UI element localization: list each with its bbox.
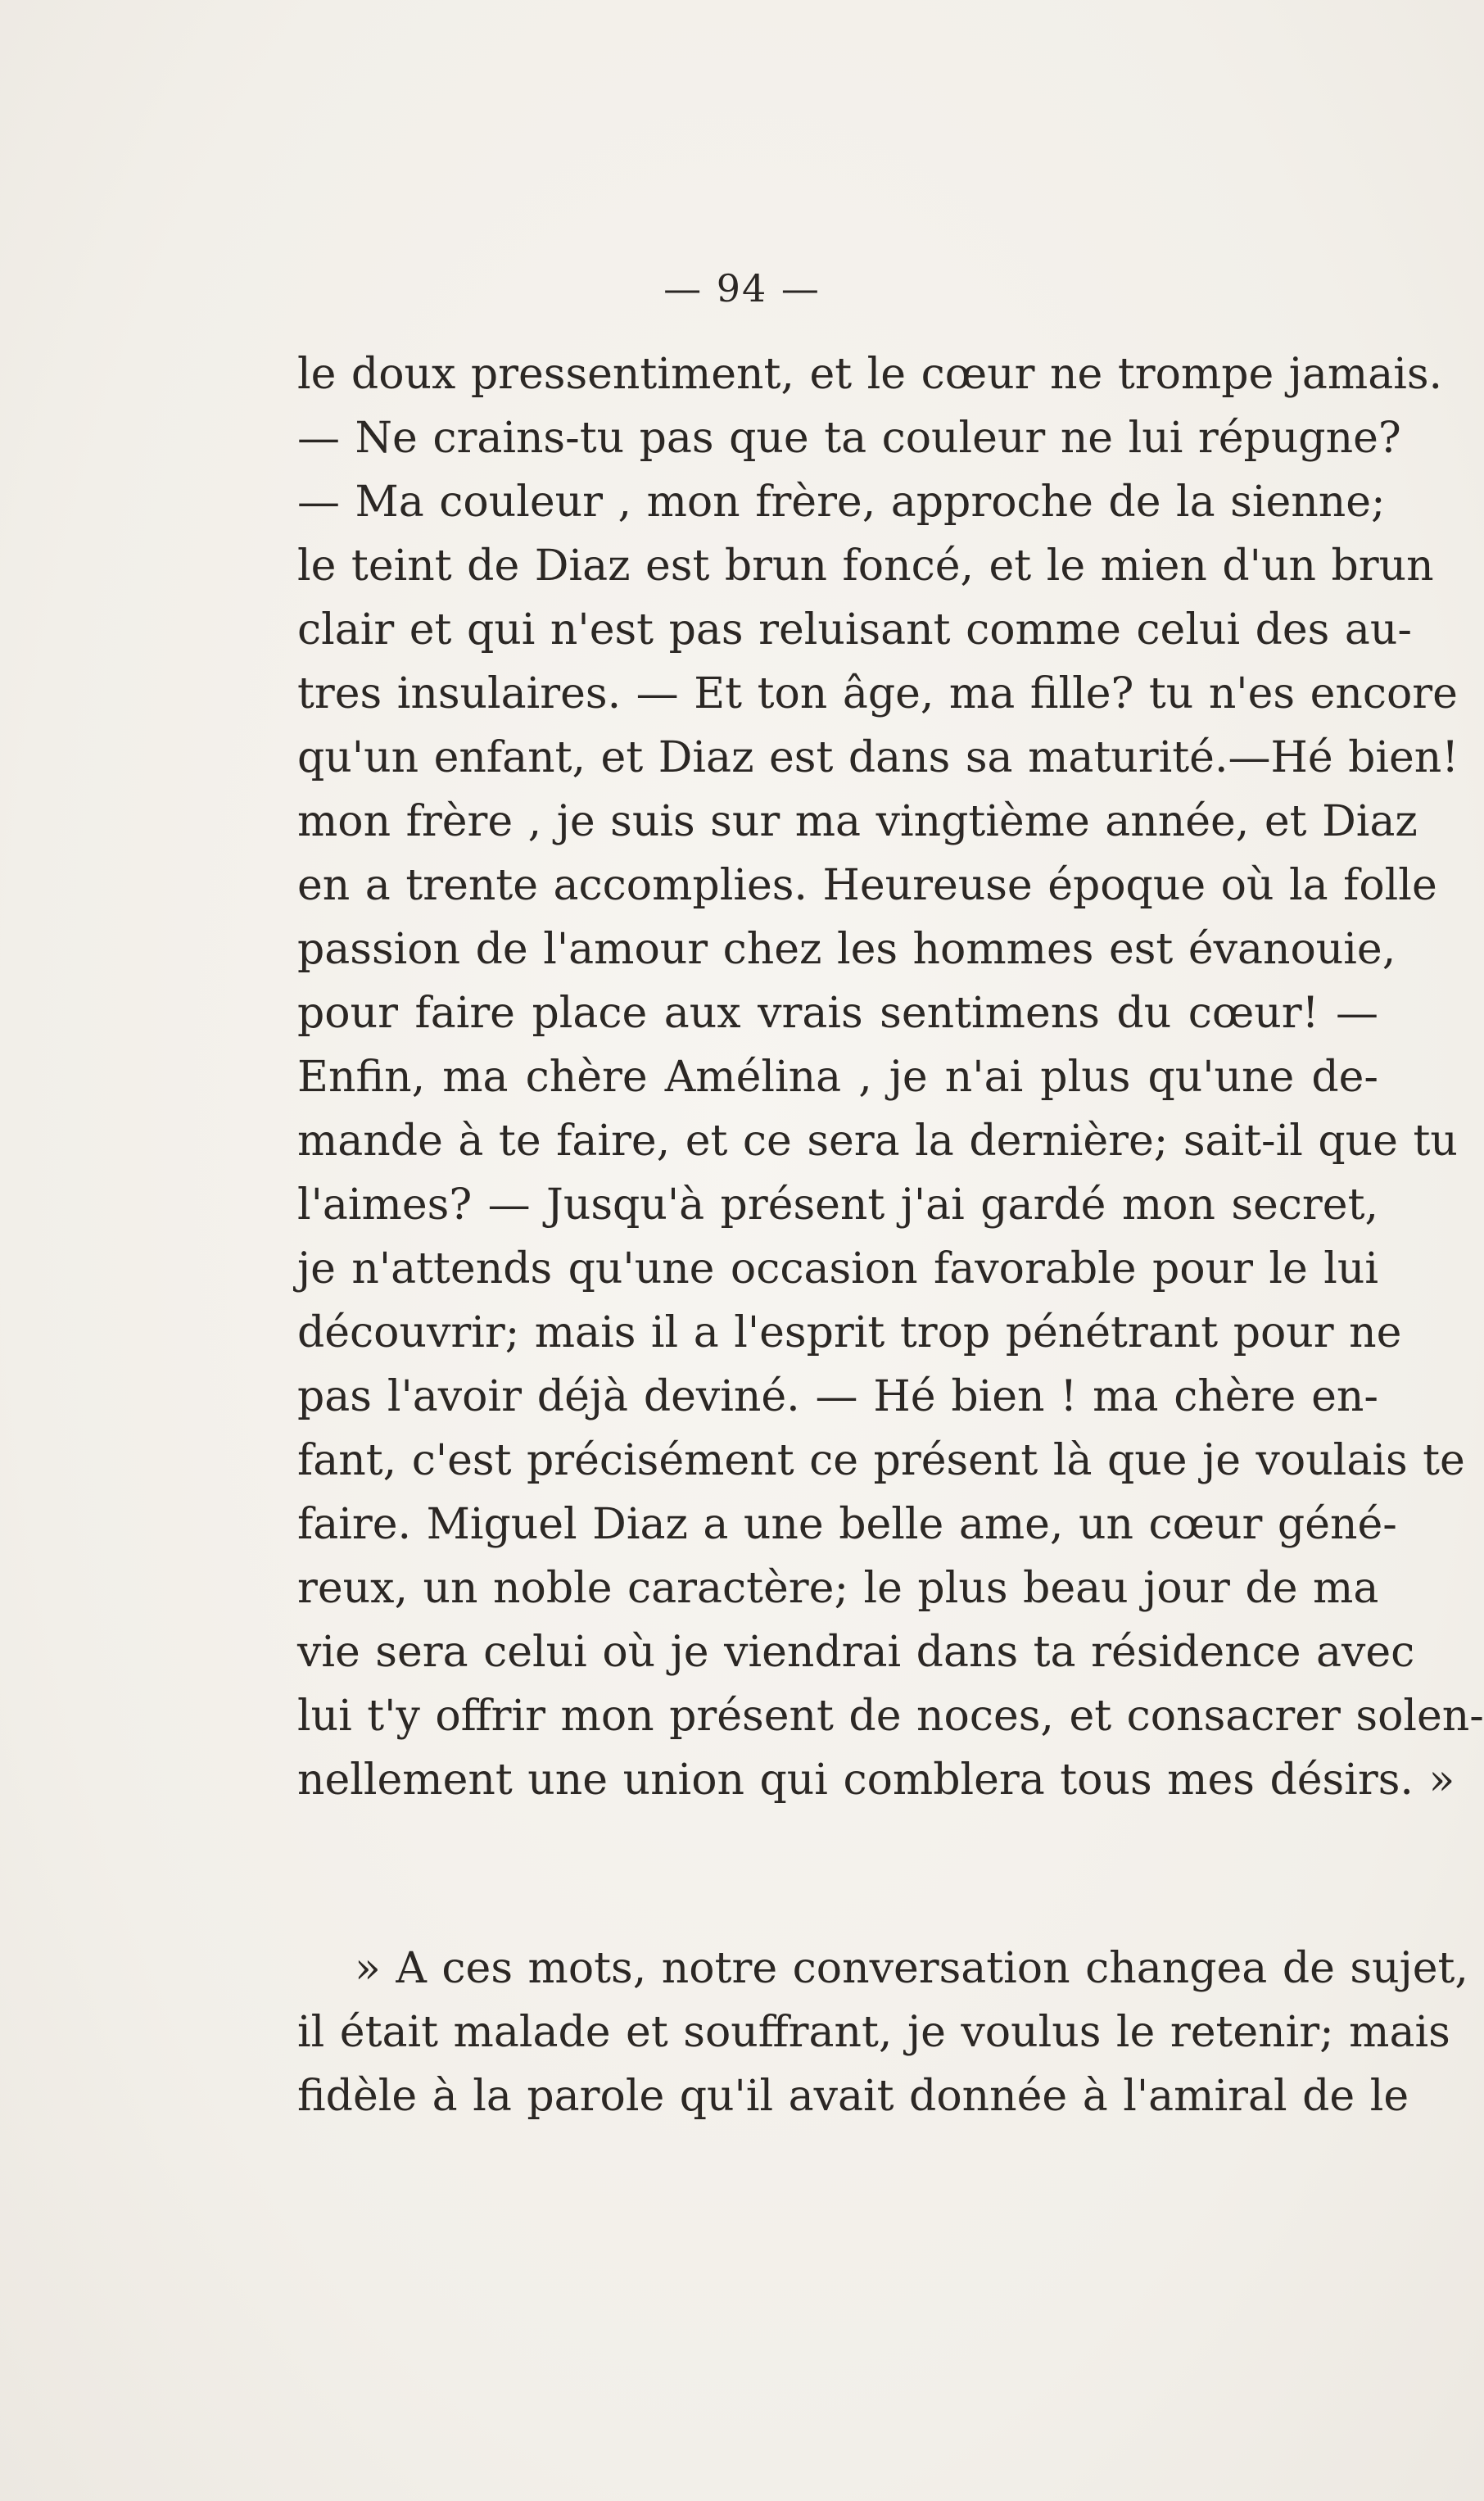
text-line: mande à te faire, et ce sera la dernière; sait-il que tu (297, 1117, 1458, 1166)
page-number: — 94 — (663, 266, 821, 310)
text-line: — Ma couleur , mon frère, approche de la sienne; (297, 478, 1386, 527)
text-line: en a trente accomplies. Heureuse époque où la folle (297, 861, 1437, 910)
text-line: découvrir; mais il a l'esprit trop pénétrant pour ne (297, 1308, 1402, 1357)
text-line: pour faire place aux vrais sentimens du cœur! — (297, 989, 1378, 1038)
text-line: fidèle à la parole qu'il avait donnée à l'amiral de le (297, 2072, 1409, 2121)
text-line: mon frère , je suis sur ma vingtième année, et Diaz (297, 797, 1418, 846)
text-line: il était malade et souffrant, je voulus le retenir; mais (297, 2008, 1450, 2057)
text-line: » A ces mots, notre conversation changea de sujet, (355, 1944, 1468, 1993)
text-line: l'aimes? — Jusqu'à présent j'ai gardé mon secret, (297, 1180, 1378, 1230)
text-line: passion de l'amour chez les hommes est évanouie, (297, 925, 1396, 974)
text-line: fant, c'est précisément ce présent là que je voulais te (297, 1436, 1465, 1485)
text-line: lui t'y offrir mon présent de noces, et consacrer solen- (297, 1692, 1484, 1741)
paragraph-dialogue (297, 342, 1484, 1812)
text-line: pas l'avoir déjà deviné. — Hé bien ! ma chère en- (297, 1372, 1378, 1421)
text-line: le doux pressentiment, et le cœur ne trompe jamais. (297, 350, 1443, 399)
text-line: reux, un noble caractère; le plus beau jour de ma (297, 1564, 1379, 1613)
text-line: tres insulaires. — Et ton âge, ma fille? tu n'es encore (297, 669, 1458, 718)
text-line: faire. Miguel Diaz a une belle ame, un cœur géné- (297, 1500, 1397, 1549)
text-line: le teint de Diaz est brun foncé, et le mien d'un brun (297, 541, 1434, 591)
text-line: clair et qui n'est pas reluisant comme celui des au- (297, 605, 1412, 655)
paragraph-narration (297, 1937, 1468, 2128)
text-line: nellement une union qui comblera tous mes désirs. » (297, 1756, 1455, 1805)
text-line: vie sera celui où je viendrai dans ta résidence avec (297, 1628, 1415, 1677)
text-line: je n'attends qu'une occasion favorable pour le lui (297, 1244, 1378, 1294)
text-line: qu'un enfant, et Diaz est dans sa maturité.—Hé bien! (297, 733, 1459, 782)
text-line: Enfin, ma chère Amélina , je n'ai plus qu'une de- (297, 1053, 1378, 1102)
text-line: — Ne crains-tu pas que ta couleur ne lui répugne? (297, 414, 1401, 463)
